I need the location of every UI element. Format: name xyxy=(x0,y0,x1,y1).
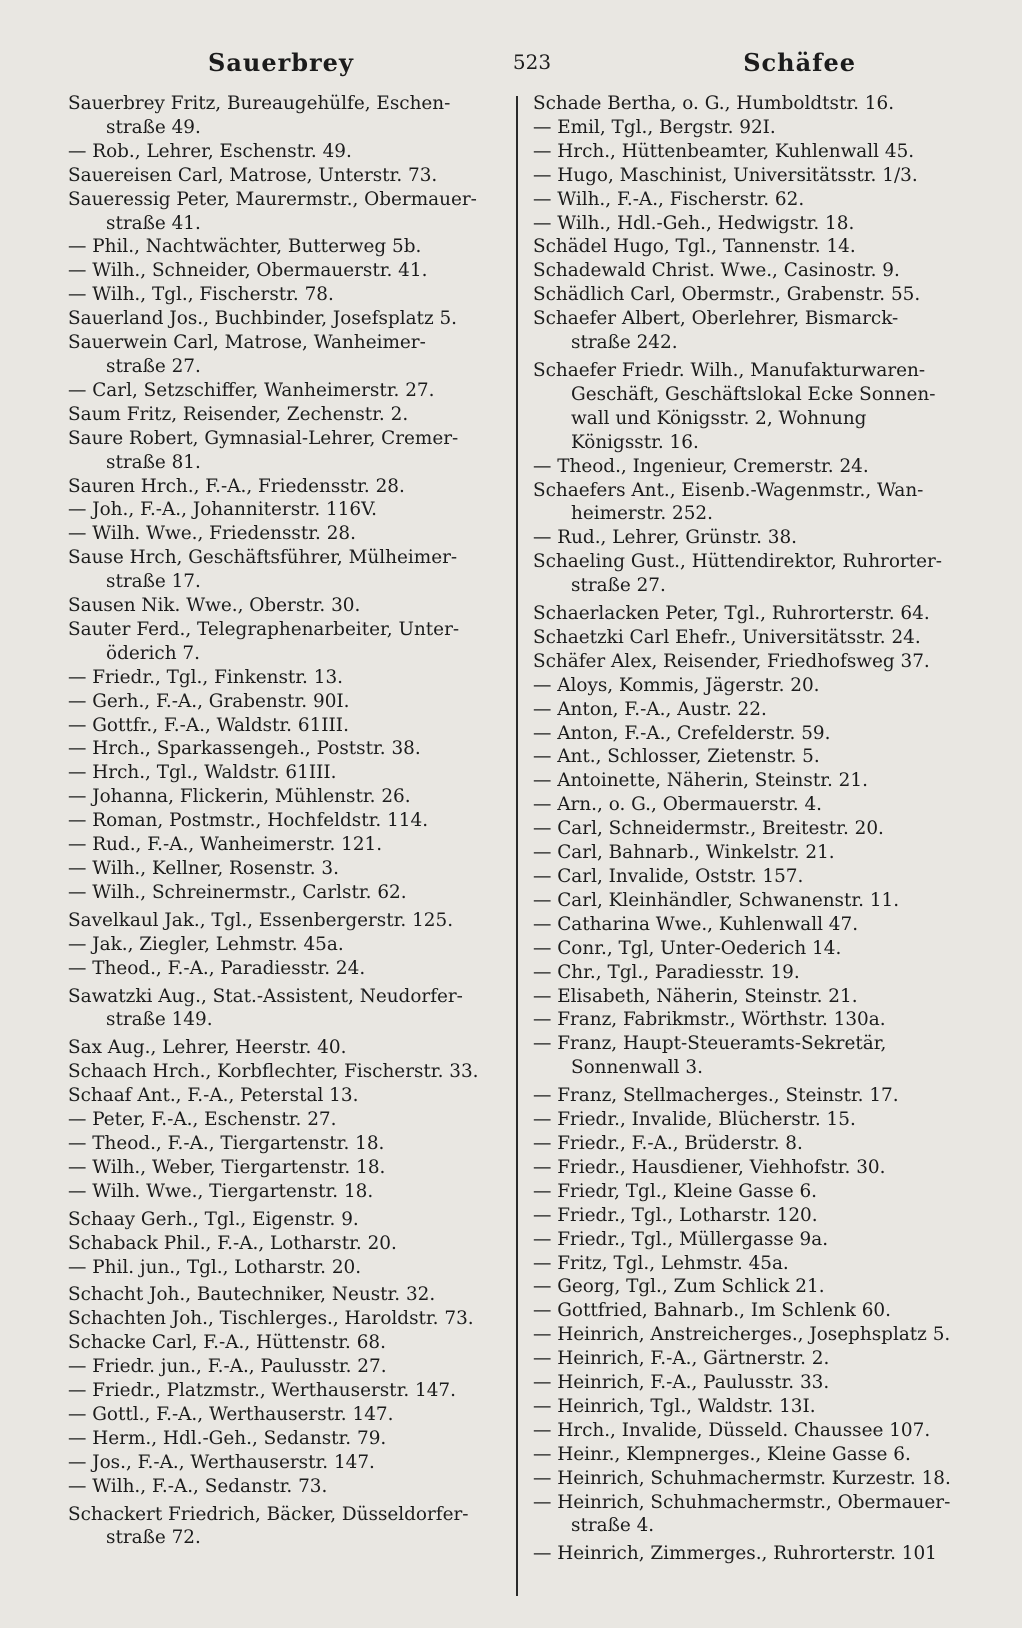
directory-entry-line: öderich 7. xyxy=(106,642,200,664)
directory-entry-line: — Heinr., Klempnerges., Kleine Gasse 6. xyxy=(533,1443,911,1465)
directory-entry-line: straße 242. xyxy=(571,332,678,354)
directory-entry-line: — Hugo, Maschinist, Universitätsstr. 1/3. xyxy=(533,164,918,186)
directory-entry-line: — Carl, Schneidermstr., Breitestr. 20. xyxy=(533,818,884,840)
directory-entry-line: — Georg, Tgl., Zum Schlick 21. xyxy=(533,1276,825,1298)
column-divider xyxy=(516,96,518,1596)
directory-entry-line: Schacht Joh., Bautechniker, Neustr. 32. xyxy=(68,1284,436,1306)
directory-entry-line: — Jak., Ziegler, Lehmstr. 45a. xyxy=(68,933,344,955)
directory-entry-line: — Wilh., Schreinermstr., Carlstr. 62. xyxy=(68,881,407,903)
directory-entry-line: — Gottfr., F.-A., Waldstr. 61III. xyxy=(68,714,349,736)
directory-entry-line: Schaerlacken Peter, Tgl., Ruhrorterstr. 64. xyxy=(533,603,930,625)
directory-entry-line: — Ant., Schlosser, Zietenstr. 5. xyxy=(533,746,820,768)
directory-entry-line: — Chr., Tgl., Paradiesstr. 19. xyxy=(533,961,800,983)
left-column xyxy=(68,92,498,1550)
directory-entry-line: Sause Hrch, Geschäftsführer, Mülheimer- xyxy=(68,547,458,569)
directory-entry-line: straße 149. xyxy=(106,1009,213,1031)
directory-entry-line: — Hrch., Invalide, Düsseld. Chaussee 107. xyxy=(533,1419,931,1441)
directory-entry-line: — Elisabeth, Näherin, Steinstr. 21. xyxy=(533,985,858,1007)
directory-entry-line: — Hrch., Hüttenbeamter, Kuhlenwall 45. xyxy=(533,140,915,162)
header-left-keyword: Sauerbrey xyxy=(208,47,354,77)
directory-entry-line: straße 27. xyxy=(571,575,666,597)
directory-entry-line: — Friedr., Hausdiener, Viehhofstr. 30. xyxy=(533,1156,886,1178)
directory-entry-line: — Hrch., Sparkassengeh., Poststr. 38. xyxy=(68,738,421,760)
directory-entry-line: — Carl, Bahnarb., Winkelstr. 21. xyxy=(533,842,835,864)
directory-entry-line: — Friedr., Tgl., Lotharstr. 120. xyxy=(533,1204,818,1226)
directory-entry-line: Sausen Nik. Wwe., Oberstr. 30. xyxy=(68,595,361,617)
directory-entry-line: — Joh., F.-A., Johanniterstr. 116V. xyxy=(68,499,378,521)
directory-entry-line: — Phil., Nachtwächter, Butterweg 5b. xyxy=(68,236,422,258)
directory-entry-line: — Conr., Tgl, Unter-Oederich 14. xyxy=(533,937,842,959)
page-number: 523 xyxy=(512,50,552,74)
directory-entry-line: — Wilh., Kellner, Rosenstr. 3. xyxy=(68,858,339,879)
directory-entry-line: — Arn., o. G., Obermauerstr. 4. xyxy=(533,794,822,816)
directory-entry-line: — Franz, Fabrikmstr., Wörthstr. 130a. xyxy=(533,1009,886,1031)
directory-entry-line: straße 49. xyxy=(106,116,201,138)
directory-entry-line: Schaach Hrch., Korbflechter, Fischerstr. 33. xyxy=(68,1061,479,1083)
directory-entry-line: — Jos., F.-A., Werthauserstr. 147. xyxy=(68,1451,375,1473)
directory-entry-line: — Peter, F.-A., Eschenstr. 27. xyxy=(68,1109,337,1131)
directory-entry-line: Schacke Carl, F.-A., Hüttenstr. 68. xyxy=(68,1332,386,1354)
directory-entry-line: Schadewald Christ. Wwe., Casinostr. 9. xyxy=(533,260,900,282)
directory-entry-line: — Hrch., Tgl., Waldstr. 61III. xyxy=(68,762,337,784)
directory-entry-line: — Heinrich, Schuhmachermstr. Kurzestr. 18. xyxy=(533,1467,951,1489)
directory-entry-line: Sauereisen Carl, Matrose, Unterstr. 73. xyxy=(68,164,438,186)
directory-entry-line: Sauerbrey Fritz, Bureaugehülfe, Eschen- xyxy=(68,93,451,114)
directory-entry-line: heimerstr. 252. xyxy=(571,503,713,525)
directory-entry-line: — Herm., Hdl.-Geh., Sedanstr. 79. xyxy=(68,1427,387,1449)
directory-entry-line: — Anton, F.-A., Crefelderstr. 59. xyxy=(533,722,831,744)
directory-entry-line: — Gottfried, Bahnarb., Im Schlenk 60. xyxy=(533,1300,891,1322)
directory-entry-line: — Friedr., F.-A., Brüderstr. 8. xyxy=(533,1132,803,1154)
directory-entry-line: Schackert Friedrich, Bäcker, Düsseldorfer- xyxy=(68,1503,469,1525)
directory-entry-line: — Catharina Wwe., Kuhlenwall 47. xyxy=(533,913,859,935)
directory-entry-line: — Friedr., Tgl., Müllergasse 9a. xyxy=(533,1228,829,1250)
directory-entry-line: — Anton, F.-A., Austr. 22. xyxy=(533,698,767,720)
directory-entry-line: Saueressig Peter, Maurermstr., Obermauer- xyxy=(68,188,477,210)
directory-entry-line: — Fritz, Tgl., Lehmstr. 45a. xyxy=(533,1252,789,1274)
directory-entry-line: — Carl, Kleinhändler, Schwanenstr. 11. xyxy=(533,889,900,911)
directory-entry-line: Schachten Joh., Tischlerges., Haroldstr. 73. xyxy=(68,1308,474,1330)
directory-entry-line: — Theod., F.-A., Paradiesstr. 24. xyxy=(68,957,366,979)
directory-entry-line: — Franz, Haupt-Steueramts-Sekretär, xyxy=(533,1033,887,1055)
directory-entry-line: — Wilh., Schneider, Obermauerstr. 41. xyxy=(68,260,428,282)
directory-entry-line: Sauren Hrch., F.-A., Friedensstr. 28. xyxy=(68,475,405,497)
directory-entry-line: — Wilh., F.-A., Fischerstr. 62. xyxy=(533,188,805,210)
directory-entry-line: — Carl, Invalide, Oststr. 157. xyxy=(533,866,804,887)
directory-entry-line: — Phil. jun., Tgl., Lotharstr. 20. xyxy=(68,1256,362,1278)
directory-entry-line: Schaetzki Carl Ehefr., Universitätsstr. 24. xyxy=(533,626,921,648)
directory-entry-line: straße 27. xyxy=(106,355,201,377)
directory-entry-line: Schaaf Ant., F.-A., Peterstal 13. xyxy=(68,1085,359,1107)
directory-entry-line: Schaeling Gust., Hüttendirektor, Ruhrorter- xyxy=(533,551,942,573)
directory-entry-line: Schaback Phil., F.-A., Lotharstr. 20. xyxy=(68,1232,397,1254)
directory-entry-line: — Franz, Stellmacherges., Steinstr. 17. xyxy=(533,1085,899,1107)
directory-entry-line: Saure Robert, Gymnasial-Lehrer, Cremer- xyxy=(68,427,459,449)
right-column xyxy=(533,92,973,1566)
directory-entry-line: Sonnenwall 3. xyxy=(571,1057,703,1079)
directory-entry-line: — Heinrich, Zimmerges., Ruhrorterstr. 101 xyxy=(533,1543,937,1565)
directory-entry-line: — Carl, Setzschiffer, Wanheimerstr. 27. xyxy=(68,379,435,401)
directory-entry-line: — Heinrich, F.-A., Paulusstr. 33. xyxy=(533,1372,830,1394)
directory-entry-line: Schädlich Carl, Obermstr., Grabenstr. 55. xyxy=(533,284,921,306)
directory-entry-line: straße 4. xyxy=(571,1515,655,1537)
directory-entry-line: — Friedr. jun., F.-A., Paulusstr. 27. xyxy=(68,1356,387,1378)
directory-entry-line: Schaefer Albert, Oberlehrer, Bismarck- xyxy=(533,308,899,330)
directory-entry-line: — Johanna, Flickerin, Mühlenstr. 26. xyxy=(68,786,411,808)
directory-entry-line: Sawatzki Aug., Stat.-Assistent, Neudorfer- xyxy=(68,985,463,1007)
directory-entry-line: Schade Bertha, o. G., Humboldtstr. 16. xyxy=(533,93,895,114)
directory-entry-line: — Rud., F.-A., Wanheimerstr. 121. xyxy=(68,834,383,856)
directory-entry-line: Königsstr. 16. xyxy=(571,431,699,453)
directory-entry-line: Schäfer Alex, Reisender, Friedhofsweg 37. xyxy=(533,650,930,672)
directory-entry-line: — Theod., Ingenieur, Cremerstr. 24. xyxy=(533,455,869,477)
directory-entry-line: — Gottl., F.-A., Werthauserstr. 147. xyxy=(68,1403,394,1425)
directory-entry-line: — Theod., F.-A., Tiergartenstr. 18. xyxy=(68,1132,385,1154)
directory-entry-line: — Rob., Lehrer, Eschenstr. 49. xyxy=(68,140,352,162)
directory-entry-line: Geschäft, Geschäftslokal Ecke Sonnen- xyxy=(571,383,936,405)
directory-entry-line: — Wilh., Weber, Tiergartenstr. 18. xyxy=(68,1156,386,1178)
directory-entry-line: — Heinrich, Schuhmachermstr., Obermauer- xyxy=(533,1491,951,1513)
directory-entry-line: — Heinrich, Tgl., Waldstr. 13I. xyxy=(533,1395,816,1417)
directory-entry-line: — Heinrich, F.-A., Gärtnerstr. 2. xyxy=(533,1348,830,1370)
directory-entry-line: — Wilh., Hdl.-Geh., Hedwigstr. 18. xyxy=(533,212,855,234)
directory-entry-line: — Wilh. Wwe., Tiergartenstr. 18. xyxy=(68,1180,374,1202)
directory-entry-line: — Roman, Postmstr., Hochfeldstr. 114. xyxy=(68,810,429,832)
directory-entry-line: Sauerwein Carl, Matrose, Wanheimer- xyxy=(68,332,426,354)
directory-entry-line: — Emil, Tgl., Bergstr. 92I. xyxy=(533,116,776,138)
directory-entry-line: Schädel Hugo, Tgl., Tannenstr. 14. xyxy=(533,236,856,258)
directory-entry-line: — Aloys, Kommis, Jägerstr. 20. xyxy=(533,674,820,696)
directory-entry-line: — Wilh. Wwe., Friedensstr. 28. xyxy=(68,523,356,545)
directory-entry-line: straße 41. xyxy=(106,212,201,234)
directory-entry-line: Sauerland Jos., Buchbinder, Josefsplatz 5. xyxy=(68,308,458,330)
directory-entry-line: — Wilh., F.-A., Sedanstr. 73. xyxy=(68,1475,328,1497)
directory-entry-line: straße 72. xyxy=(106,1527,201,1549)
directory-entry-line: straße 81. xyxy=(106,451,201,473)
header-right-keyword: Schäfee xyxy=(743,47,856,77)
directory-entry-line: — Heinrich, Anstreicherges., Josephsplatz 5. xyxy=(533,1324,951,1346)
directory-entry-line: wall und Königsstr. 2, Wohnung xyxy=(571,407,867,429)
directory-entry-line: Savelkaul Jak., Tgl., Essenbergerstr. 125. xyxy=(68,909,454,931)
directory-entry-line: Sax Aug., Lehrer, Heerstr. 40. xyxy=(68,1037,347,1059)
directory-entry-line: — Wilh., Tgl., Fischerstr. 78. xyxy=(68,284,334,306)
directory-entry-line: Saum Fritz, Reisender, Zechenstr. 2. xyxy=(68,403,409,425)
directory-entry-line: — Rud., Lehrer, Grünstr. 38. xyxy=(533,527,798,549)
directory-entry-line: Schaefer Friedr. Wilh., Manufakturwaren- xyxy=(533,359,926,381)
directory-entry-line: — Friedr., Invalide, Blücherstr. 15. xyxy=(533,1109,856,1131)
directory-entry-line: — Friedr., Platzmstr., Werthauserstr. 147. xyxy=(68,1380,456,1402)
directory-entry-line: Schaefers Ant., Eisenb.-Wagenmstr., Wan- xyxy=(533,479,924,501)
directory-entry-line: — Friedr., Tgl., Finkenstr. 13. xyxy=(68,666,343,688)
directory-entry-line: — Gerh., F.-A., Grabenstr. 90I. xyxy=(68,690,350,712)
directory-entry-line: — Antoinette, Näherin, Steinstr. 21. xyxy=(533,770,868,792)
directory-entry-line: Sauter Ferd., Telegraphenarbeiter, Unter- xyxy=(68,618,460,640)
directory-entry-line: Schaay Gerh., Tgl., Eigenstr. 9. xyxy=(68,1208,359,1230)
directory-entry-line: — Friedr, Tgl., Kleine Gasse 6. xyxy=(533,1180,818,1202)
page-header xyxy=(58,42,974,82)
directory-entry-line: straße 17. xyxy=(106,571,201,593)
